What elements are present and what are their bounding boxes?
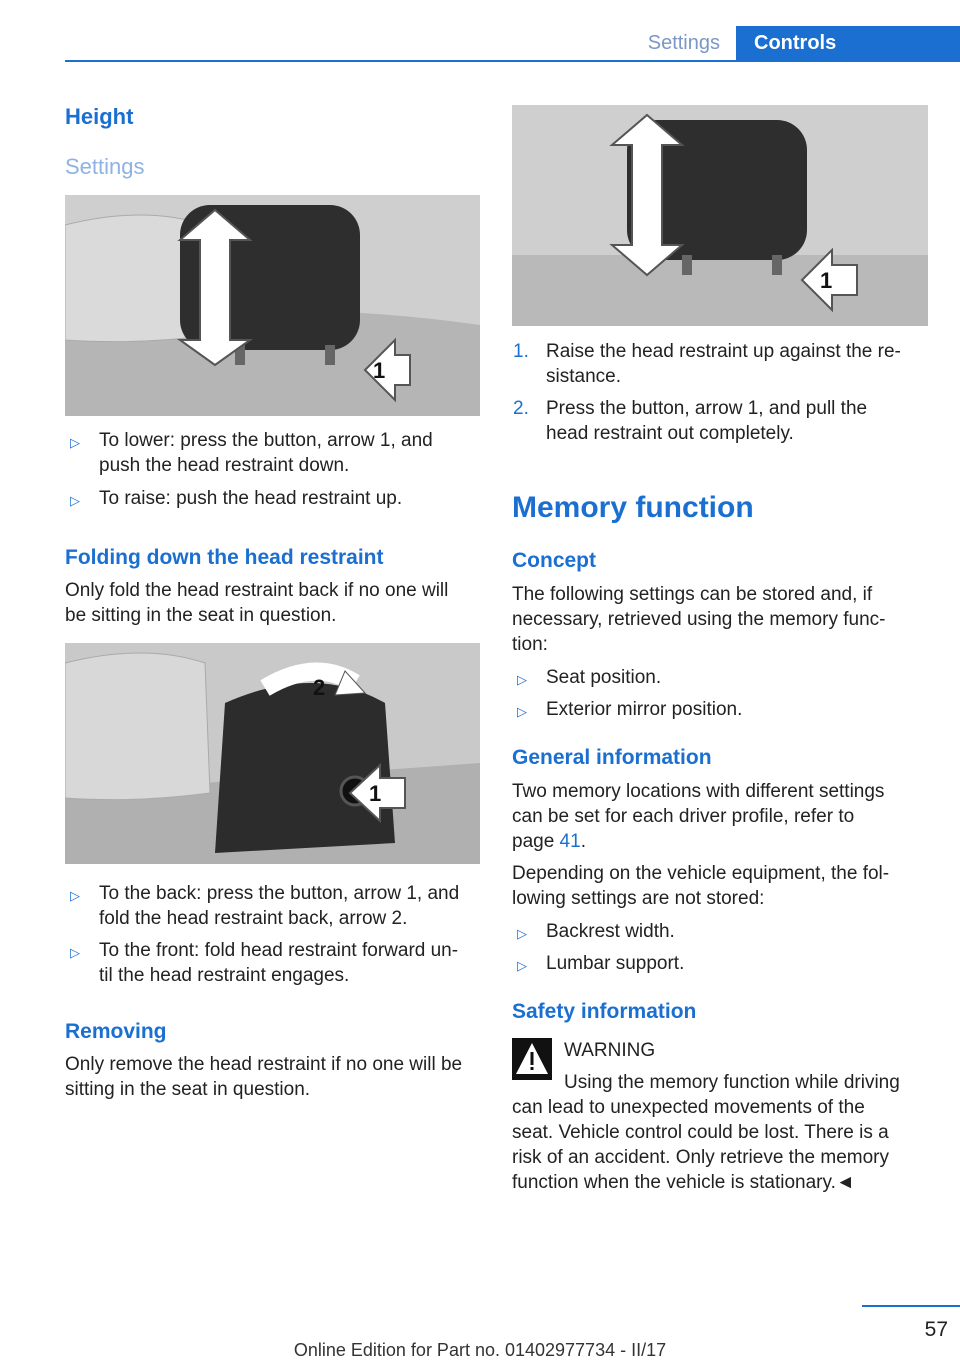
bullet-triangle-icon: ▷ (70, 888, 80, 903)
bullet-triangle-icon: ▷ (70, 493, 80, 508)
general-text-1: Two memory locations with different settings can be set for each driver profile, refer to page 41. (512, 781, 885, 852)
header-rule (65, 60, 960, 62)
removing-text: Only remove the head restraint if no one will be sitting in the seat in question. (65, 1054, 463, 1100)
headrest-removal-illustration (512, 105, 928, 326)
bullet-text-lower: To lower: press the button, arrow 1, and push the head restraint down. (99, 430, 433, 476)
svg-text:1: 1 (369, 781, 382, 806)
general-text-2: Depending on the vehicle equipment, the fol‐ lowing settings are not stored: (512, 863, 890, 909)
svg-text:1: 1 (373, 358, 386, 383)
bullet-triangle-icon: ▷ (70, 435, 80, 450)
step-number: 1. (513, 341, 529, 362)
step-number: 2. (513, 398, 529, 419)
headrest-height-illustration (65, 195, 480, 416)
bullet-text-mirror-position: Exterior mirror position. (546, 699, 743, 720)
bullet-triangle-icon: ▷ (517, 926, 527, 941)
heading-folding-down: Folding down the head restraint (65, 546, 384, 569)
step-text-raise: Raise the head restraint up against the re‐ sistance. (546, 341, 901, 387)
heading-settings: Settings (65, 154, 145, 179)
bullet-triangle-icon: ▷ (517, 672, 527, 687)
concept-text: The following settings can be stored and, if necessary, retrieved using the memory func‐ tion: (512, 584, 886, 655)
heading-memory-function: Memory function (512, 491, 754, 524)
header-section-label: Settings (647, 32, 720, 54)
folding-intro-text: Only fold the head restraint back if no one will be sitting in the seat in question. (65, 580, 449, 626)
bullet-triangle-icon: ▷ (517, 704, 527, 719)
heading-safety-information: Safety information (512, 1000, 697, 1023)
heading-concept: Concept (512, 549, 596, 572)
bullet-text-seat-position: Seat position. (546, 667, 662, 688)
svg-text:2: 2 (313, 675, 326, 700)
bullet-triangle-icon: ▷ (517, 958, 527, 973)
svg-text:1: 1 (820, 268, 833, 293)
edition-footer: Online Edition for Part no. 01402977734 - II/17 (293, 1340, 667, 1360)
warning-triangle-icon (512, 1038, 552, 1080)
bullet-triangle-icon: ▷ (70, 945, 80, 960)
warning-text-line-1: Using the memory function while driving (564, 1072, 900, 1093)
page-number: 57 (924, 1318, 948, 1341)
bullet-text-raise: To raise: push the head restraint up. (99, 488, 403, 509)
bullet-text-lumbar-support: Lumbar support. (546, 953, 685, 974)
footer-rule (862, 1305, 960, 1307)
bullet-text-to-front: To the front: fold head restraint forward un‐ til the head restraint engages. (99, 940, 459, 986)
heading-general-information: General information (512, 746, 712, 769)
warning-label: WARNING (564, 1040, 656, 1061)
heading-removing: Removing (65, 1020, 167, 1043)
page-link[interactable]: 41 (559, 831, 581, 852)
headrest-folding-illustration (65, 643, 480, 864)
bullet-text-backrest-width: Backrest width. (546, 921, 675, 942)
bullet-text-to-back: To the back: press the button, arrow 1, and fold the head restraint back, arrow 2. (99, 883, 460, 929)
header-chapter-tab: Controls (736, 26, 960, 60)
heading-height: Height (65, 104, 134, 129)
step-text-press: Press the button, arrow 1, and pull the head restraint out completely. (546, 398, 868, 444)
warning-text-rest: can lead to unexpected movements of the seat. Vehicle control could be lost. There is a risk of an accident. Only retrieve the memory function when the vehicle is stationary.◄ (512, 1097, 889, 1193)
